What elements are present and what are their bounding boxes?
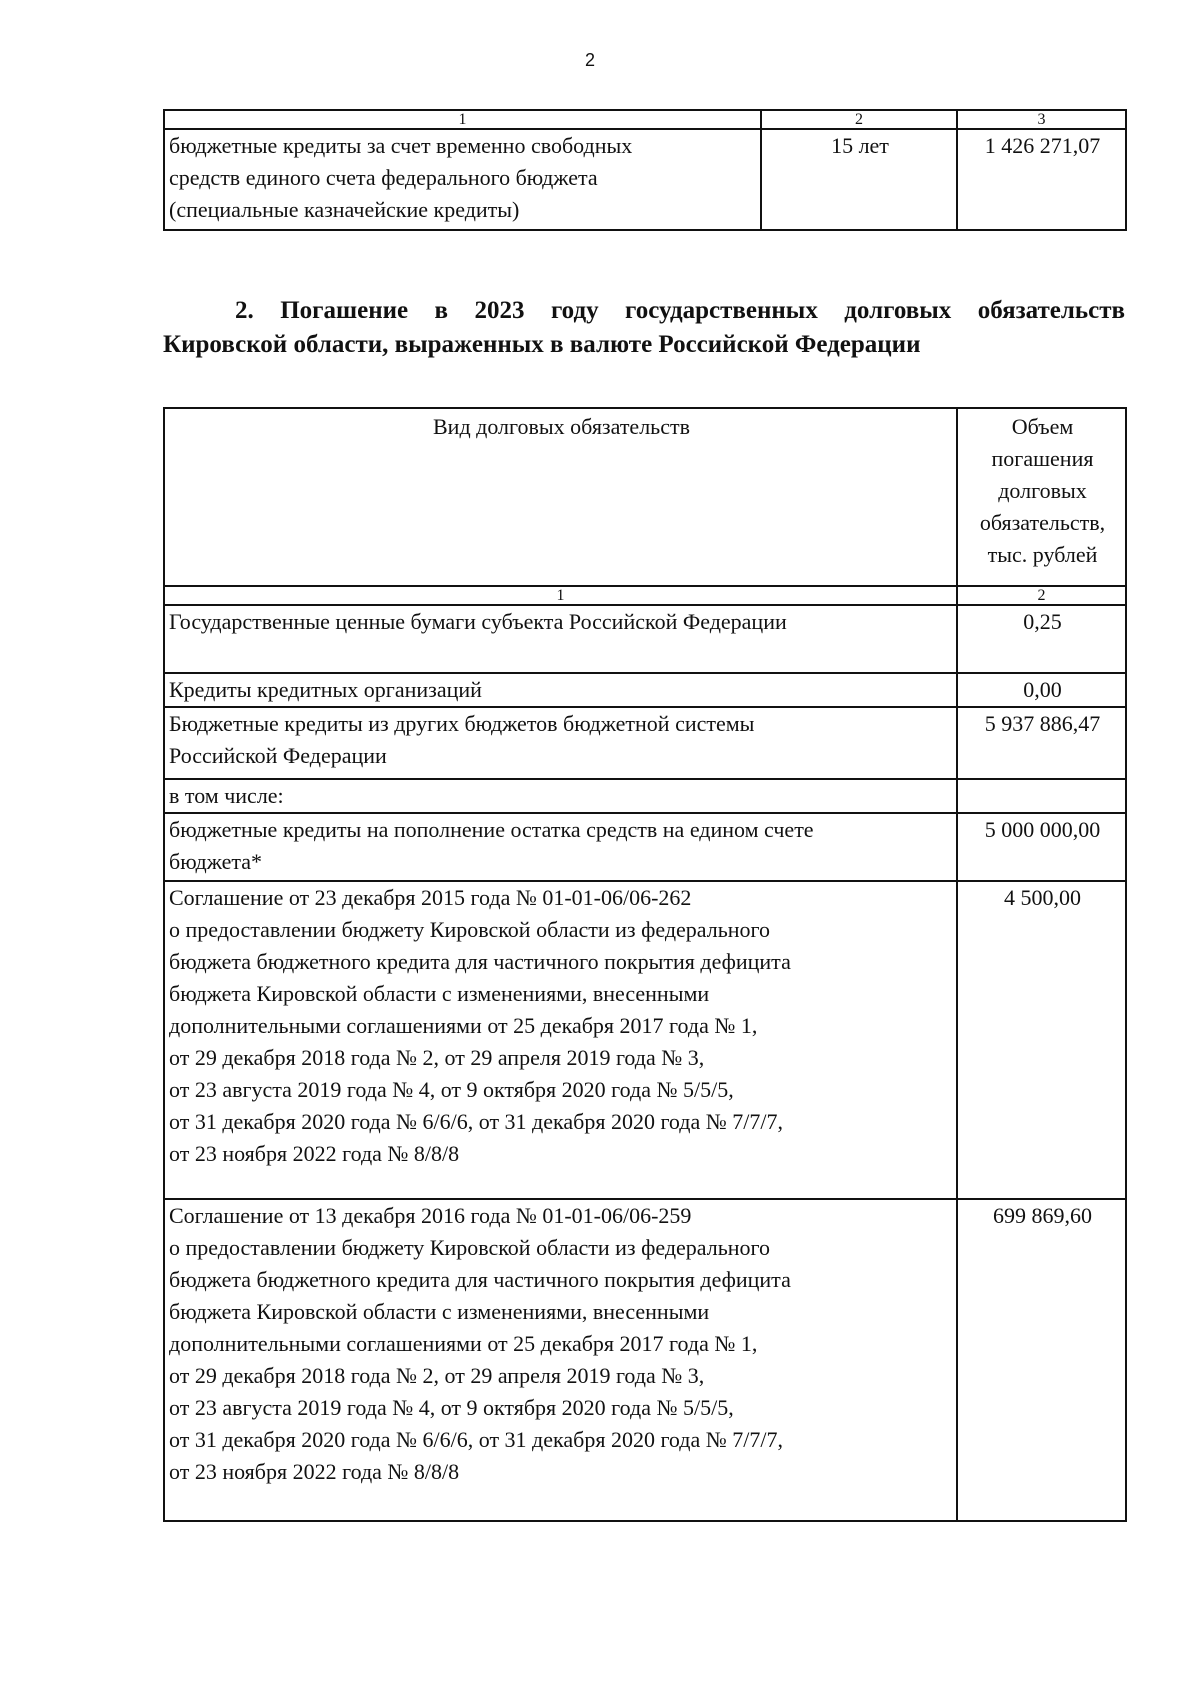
debt-type-cell: бюджетные кредиты за счет временно свободных средств единого счета федерального бюджета (специальные казначейские кредиты) [164, 129, 761, 230]
column-header-volume: Объем погашения долговых обязательств, тыс. рублей [957, 408, 1126, 586]
table-row [164, 813, 1126, 881]
column-header-debt-type: Вид долговых обязательств [164, 408, 957, 586]
column-number-row [164, 586, 1126, 605]
column-number: 2 [957, 586, 1126, 605]
continuation-table [163, 109, 1127, 231]
table-row [164, 1199, 1126, 1521]
volume-cell: 5 000 000,00 [957, 813, 1126, 881]
table-row [164, 779, 1126, 813]
section-heading-line: Кировской области, выраженных в валюте Российской Федерации [163, 331, 921, 358]
column-number: 3 [957, 110, 1126, 129]
debt-type-cell: Бюджетные кредиты из других бюджетов бюджетной системы Российской Федерации [164, 707, 957, 779]
column-number: 1 [164, 586, 957, 605]
term-cell: 15 лет [761, 129, 957, 230]
repayment-table [163, 407, 1127, 1522]
volume-cell: 4 500,00 [957, 881, 1126, 1199]
amount-cell: 1 426 271,07 [957, 129, 1126, 230]
volume-cell: 0,00 [957, 673, 1126, 707]
debt-type-cell: Соглашение от 23 декабря 2015 года № 01-01-06/06-262 о предоставлении бюджету Кировской области из федерального бюджета бюджетного кредита для частичного покрытия дефицита бюджета Кировской области с изменениями, внесенными дополнительными соглашениями от 25 декабря 2017 года № 1, от 29 декабря 2018 года № 2, от 29 апреля 2019 года № 3, от 23 августа 2019 года № 4, от 9 октября 2020 года № 5/5/5, от 31 декабря 2020 года № 6/6/6, от 31 декабря 2020 года № 7/7/7, от 23 ноября 2022 года № 8/8/8 [164, 881, 957, 1199]
table-row [164, 129, 1126, 230]
column-number: 2 [761, 110, 957, 129]
table-header-row [164, 408, 1126, 586]
page-number: 2 [584, 50, 595, 70]
table-row [164, 673, 1126, 707]
section-heading [163, 294, 1125, 362]
debt-type-cell: в том числе: [164, 779, 957, 813]
volume-cell: 5 937 886,47 [957, 707, 1126, 779]
debt-type-cell: бюджетные кредиты на пополнение остатка средств на едином счете бюджета* [164, 813, 957, 881]
table-row [164, 881, 1126, 1199]
table-row [164, 605, 1126, 673]
table-row [164, 707, 1126, 779]
debt-type-cell: Государственные ценные бумаги субъекта Российской Федерации [164, 605, 957, 673]
section-heading-line: 2. Погашение в 2023 году государственных долговых обязательств [235, 297, 1125, 324]
volume-cell: 0,25 [957, 605, 1126, 673]
volume-cell: 699 869,60 [957, 1199, 1126, 1521]
column-number: 1 [164, 110, 761, 129]
debt-type-cell: Кредиты кредитных организаций [164, 673, 957, 707]
column-number-row [164, 110, 1126, 129]
volume-cell [957, 779, 1126, 813]
debt-type-cell: Соглашение от 13 декабря 2016 года № 01-01-06/06-259 о предоставлении бюджету Кировской области из федерального бюджета бюджетного кредита для частичного покрытия дефицита бюджета Кировской области с изменениями, внесенными дополнительными соглашениями от 25 декабря 2017 года № 1, от 29 декабря 2018 года № 2, от 29 апреля 2019 года № 3, от 23 августа 2019 года № 4, от 9 октября 2020 года № 5/5/5, от 31 декабря 2020 года № 6/6/6, от 31 декабря 2020 года № 7/7/7, от 23 ноября 2022 года № 8/8/8 [164, 1199, 957, 1521]
